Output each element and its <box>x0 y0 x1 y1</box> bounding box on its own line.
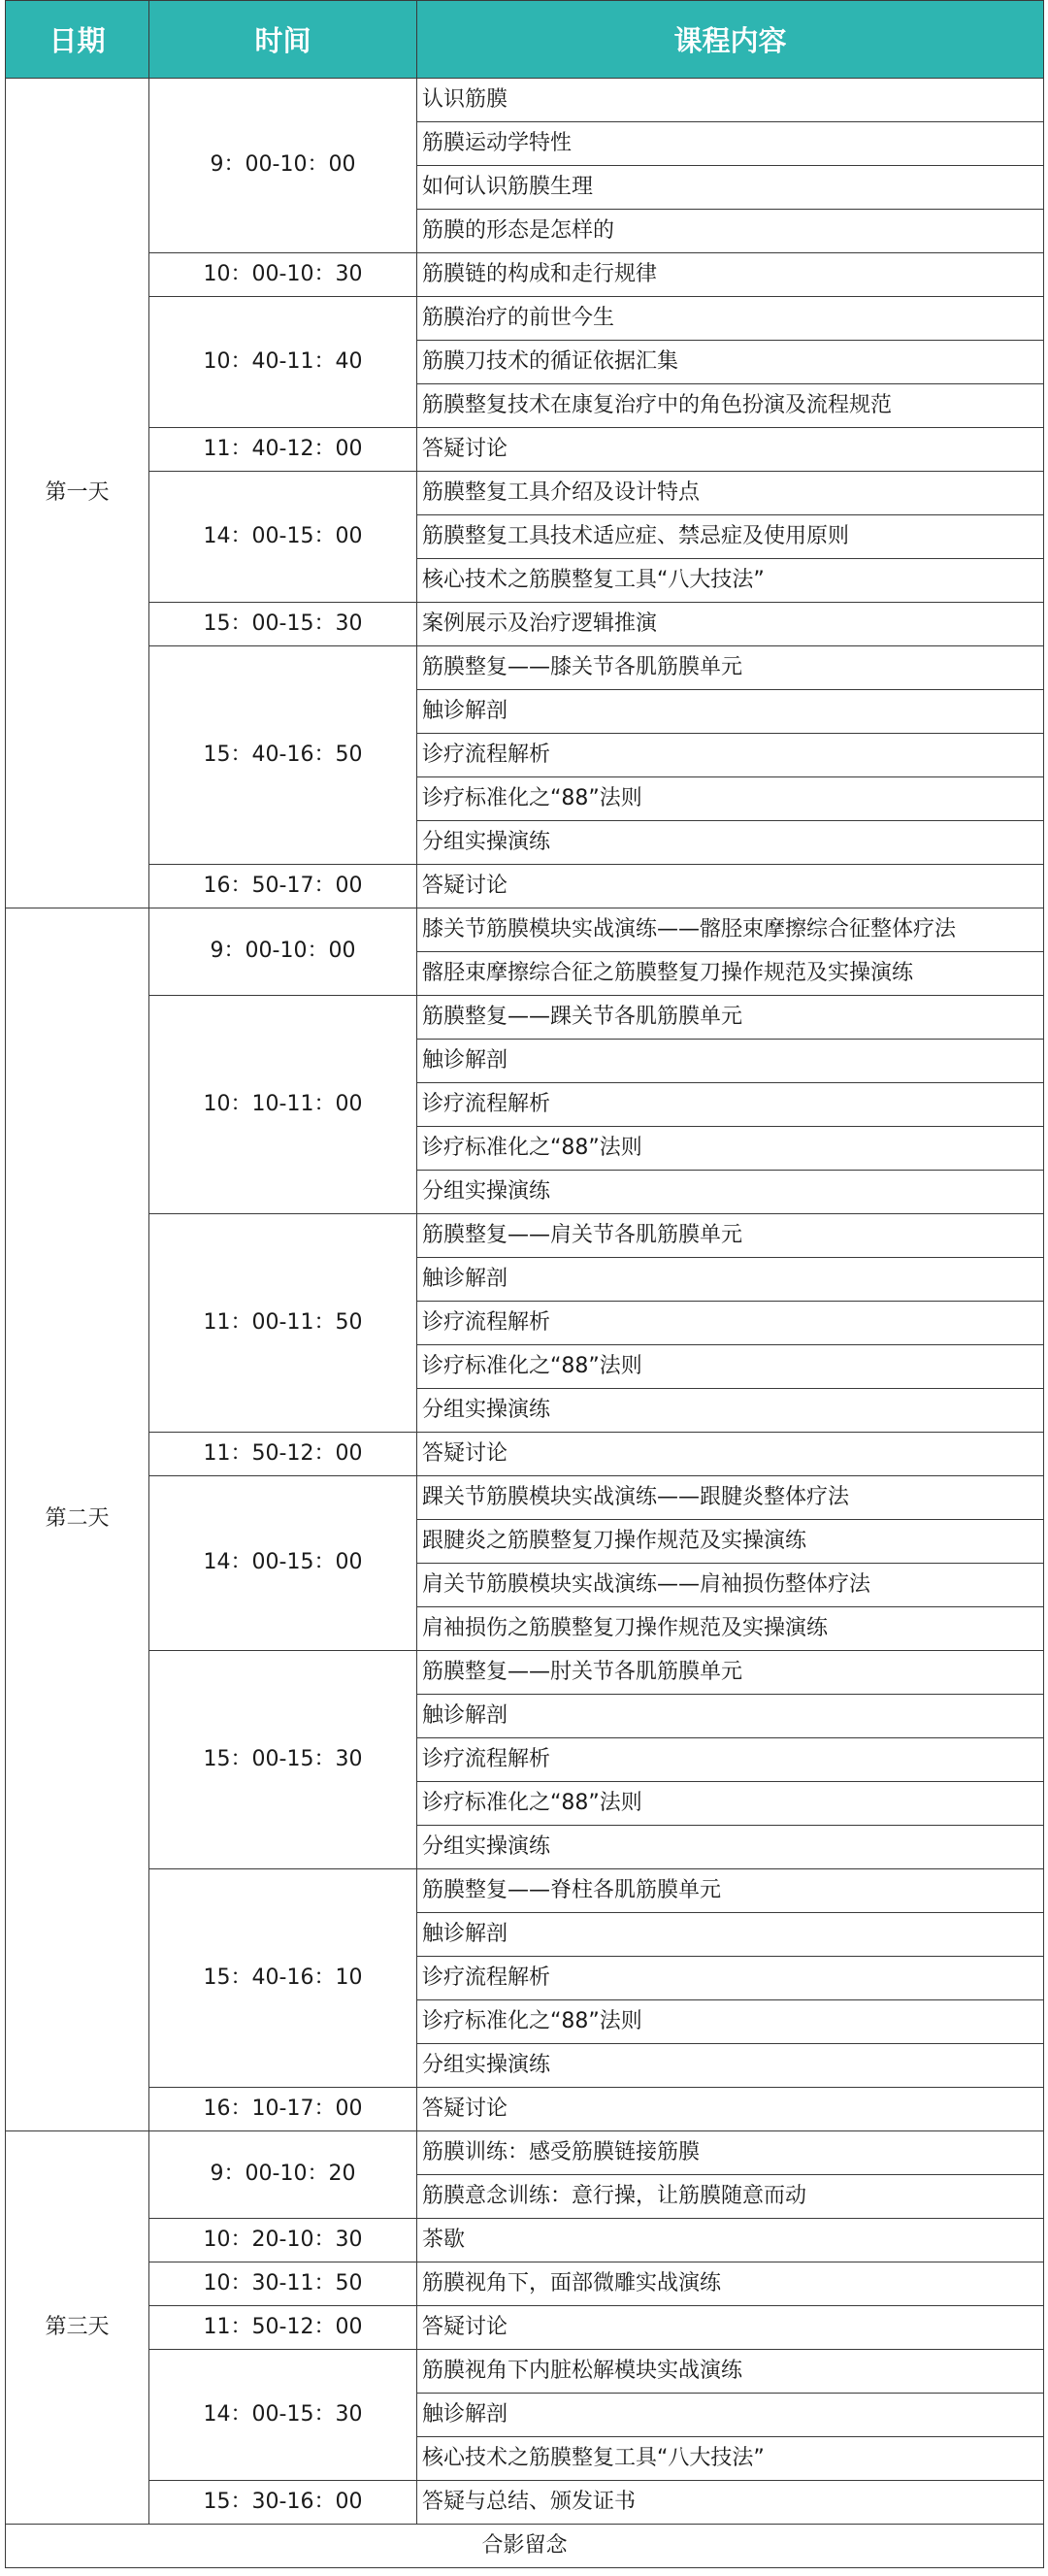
course-item: 诊疗标准化之“88”法则 <box>417 1782 1044 1826</box>
course-item: 核心技术之筋膜整复工具“八大技法” <box>417 559 1044 603</box>
course-item: 答疑讨论 <box>417 2306 1044 2350</box>
course-item: 筋膜整复——肩关节各肌筋膜单元 <box>417 1214 1044 1258</box>
time-slot: 16：50-17：00 <box>149 865 417 908</box>
day-label: 第二天 <box>6 908 149 2131</box>
time-slot: 15：40-16：50 <box>149 646 417 865</box>
course-item: 诊疗流程解析 <box>417 1738 1044 1782</box>
schedule-row <box>6 2350 1044 2394</box>
course-item: 筋膜意念训练：意行操，让筋膜随意而动 <box>417 2175 1044 2219</box>
course-item: 筋膜整复——膝关节各肌筋膜单元 <box>417 646 1044 690</box>
schedule-row <box>6 297 1044 341</box>
course-item: 膝关节筋膜模块实战演练——髂胫束摩擦综合征整体疗法 <box>417 908 1044 952</box>
time-slot: 11：50-12：00 <box>149 2306 417 2350</box>
schedule-row <box>6 996 1044 1040</box>
course-item: 筋膜整复——肘关节各肌筋膜单元 <box>417 1651 1044 1695</box>
schedule-row <box>6 472 1044 515</box>
schedule-row <box>6 1476 1044 1520</box>
time-slot: 15：30-16：00 <box>149 2481 417 2525</box>
schedule-row <box>6 253 1044 297</box>
course-item: 答疑讨论 <box>417 2088 1044 2131</box>
course-item: 答疑讨论 <box>417 428 1044 472</box>
course-item: 诊疗流程解析 <box>417 1083 1044 1127</box>
course-item: 案例展示及治疗逻辑推演 <box>417 603 1044 646</box>
schedule-row <box>6 2306 1044 2350</box>
schedule-table <box>5 0 1044 2568</box>
schedule-row <box>6 646 1044 690</box>
time-slot: 15：00-15：30 <box>149 1651 417 1869</box>
course-item: 触诊解剖 <box>417 690 1044 734</box>
schedule-row <box>6 2262 1044 2306</box>
time-slot: 10：20-10：30 <box>149 2219 417 2262</box>
time-slot: 14：00-15：00 <box>149 1476 417 1651</box>
course-item: 髂胫束摩擦综合征之筋膜整复刀操作规范及实操演练 <box>417 952 1044 996</box>
course-item: 筋膜链的构成和走行规律 <box>417 253 1044 297</box>
course-item: 筋膜整复工具介绍及设计特点 <box>417 472 1044 515</box>
course-item: 诊疗标准化之“88”法则 <box>417 2000 1044 2044</box>
time-slot: 9：00-10：00 <box>149 79 417 253</box>
course-item: 答疑讨论 <box>417 865 1044 908</box>
header-row <box>6 1 1044 79</box>
time-slot: 16：10-17：00 <box>149 2088 417 2131</box>
course-item: 筋膜运动学特性 <box>417 122 1044 166</box>
course-item: 筋膜刀技术的循证依据汇集 <box>417 341 1044 384</box>
schedule-row <box>6 79 1044 122</box>
schedule-row <box>6 2481 1044 2525</box>
time-slot: 10：40-11：40 <box>149 297 417 428</box>
time-slot: 11：40-12：00 <box>149 428 417 472</box>
course-item: 筋膜整复——踝关节各肌筋膜单元 <box>417 996 1044 1040</box>
course-item: 如何认识筋膜生理 <box>417 166 1044 210</box>
course-item: 触诊解剖 <box>417 1040 1044 1083</box>
course-item: 触诊解剖 <box>417 1913 1044 1957</box>
day-label: 第一天 <box>6 79 149 908</box>
time-slot: 9：00-10：20 <box>149 2131 417 2219</box>
time-slot: 15：00-15：30 <box>149 603 417 646</box>
time-slot: 15：40-16：10 <box>149 1869 417 2088</box>
schedule-row <box>6 2131 1044 2175</box>
course-item: 答疑与总结、颁发证书 <box>417 2481 1044 2525</box>
course-item: 分组实操演练 <box>417 1389 1044 1433</box>
course-item: 分组实操演练 <box>417 821 1044 865</box>
time-slot: 9：00-10：00 <box>149 908 417 996</box>
course-item: 核心技术之筋膜整复工具“八大技法” <box>417 2437 1044 2481</box>
schedule-row <box>6 865 1044 908</box>
course-item: 筋膜整复——脊柱各肌筋膜单元 <box>417 1869 1044 1913</box>
time-slot: 11：50-12：00 <box>149 1433 417 1476</box>
header-content: 课程内容 <box>417 1 1044 79</box>
schedule-row <box>6 603 1044 646</box>
course-item: 茶歇 <box>417 2219 1044 2262</box>
schedule-row <box>6 1651 1044 1695</box>
time-slot: 10：10-11：00 <box>149 996 417 1214</box>
footer-row <box>6 2525 1044 2568</box>
course-item: 筋膜整复工具技术适应症、禁忌症及使用原则 <box>417 515 1044 559</box>
schedule-row <box>6 2219 1044 2262</box>
course-item: 诊疗流程解析 <box>417 1957 1044 2000</box>
time-slot: 14：00-15：30 <box>149 2350 417 2481</box>
course-item: 触诊解剖 <box>417 1695 1044 1738</box>
course-item: 筋膜训练：感受筋膜链接筋膜 <box>417 2131 1044 2175</box>
course-item: 分组实操演练 <box>417 2044 1044 2088</box>
course-item: 诊疗标准化之“88”法则 <box>417 1345 1044 1389</box>
schedule-row <box>6 2088 1044 2131</box>
schedule-row <box>6 1433 1044 1476</box>
time-slot: 14：00-15：00 <box>149 472 417 603</box>
course-item: 诊疗流程解析 <box>417 1302 1044 1345</box>
schedule-row <box>6 908 1044 952</box>
time-slot: 10：00-10：30 <box>149 253 417 297</box>
schedule-row <box>6 428 1044 472</box>
time-slot: 10：30-11：50 <box>149 2262 417 2306</box>
course-item: 触诊解剖 <box>417 2394 1044 2437</box>
header-time: 时间 <box>149 1 417 79</box>
header-date: 日期 <box>6 1 149 79</box>
course-item: 触诊解剖 <box>417 1258 1044 1302</box>
course-item: 诊疗流程解析 <box>417 734 1044 777</box>
course-item: 筋膜视角下，面部微雕实战演练 <box>417 2262 1044 2306</box>
course-item: 诊疗标准化之“88”法则 <box>417 777 1044 821</box>
schedule-row <box>6 1869 1044 1913</box>
footer-note: 合影留念 <box>6 2525 1044 2568</box>
course-item: 诊疗标准化之“88”法则 <box>417 1127 1044 1171</box>
course-item: 答疑讨论 <box>417 1433 1044 1476</box>
course-item: 分组实操演练 <box>417 1171 1044 1214</box>
course-item: 肩关节筋膜模块实战演练——肩袖损伤整体疗法 <box>417 1564 1044 1607</box>
course-item: 筋膜的形态是怎样的 <box>417 210 1044 253</box>
course-item: 分组实操演练 <box>417 1826 1044 1869</box>
schedule-body <box>6 79 1044 2568</box>
course-item: 踝关节筋膜模块实战演练——跟腱炎整体疗法 <box>417 1476 1044 1520</box>
course-item: 筋膜整复技术在康复治疗中的角色扮演及流程规范 <box>417 384 1044 428</box>
course-item: 筋膜视角下内脏松解模块实战演练 <box>417 2350 1044 2394</box>
day-label: 第三天 <box>6 2131 149 2525</box>
schedule-row <box>6 1214 1044 1258</box>
course-item: 跟腱炎之筋膜整复刀操作规范及实操演练 <box>417 1520 1044 1564</box>
course-item: 肩袖损伤之筋膜整复刀操作规范及实操演练 <box>417 1607 1044 1651</box>
course-item: 认识筋膜 <box>417 79 1044 122</box>
course-item: 筋膜治疗的前世今生 <box>417 297 1044 341</box>
time-slot: 11：00-11：50 <box>149 1214 417 1433</box>
